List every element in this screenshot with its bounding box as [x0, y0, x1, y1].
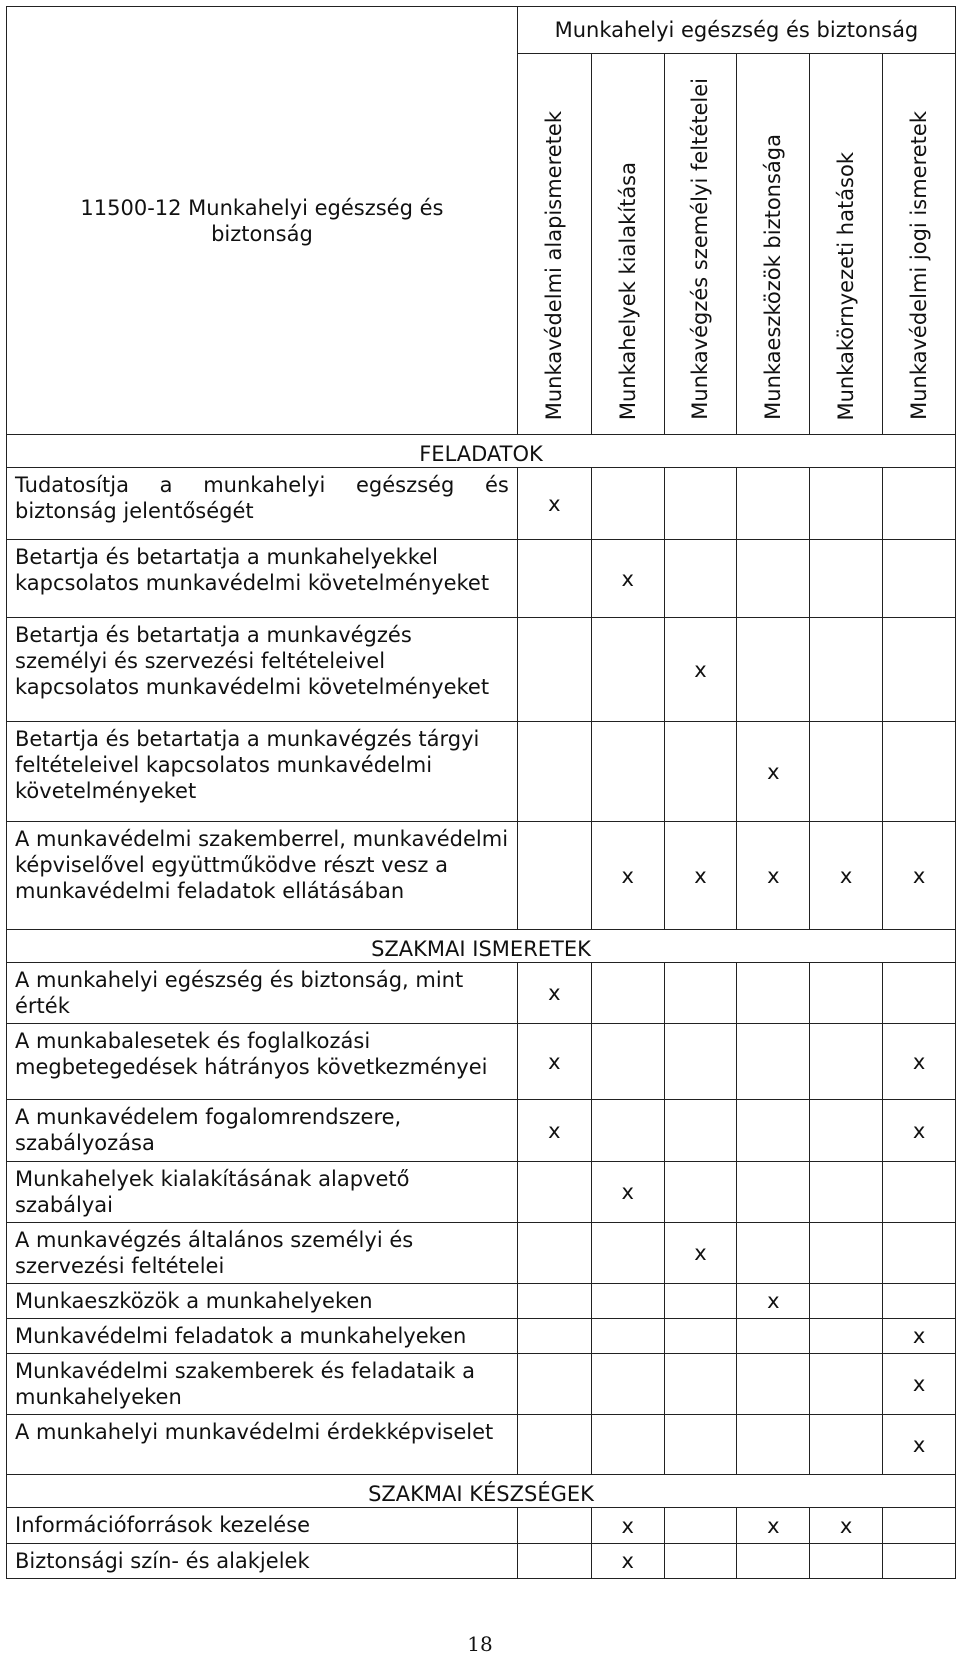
mark-cell [664, 1100, 737, 1162]
table-row [7, 1162, 956, 1223]
mark-cell [517, 540, 591, 618]
mark-cell: x [591, 1544, 664, 1579]
section-header-row [7, 1475, 956, 1508]
mark-cell [810, 468, 883, 540]
column-header-label: Munkavégzés személyi feltételei [688, 78, 713, 420]
column-header-label: Munkakörnyezeti hatások [834, 151, 859, 420]
table-row [7, 1544, 956, 1579]
mark-cell [664, 540, 737, 618]
mark-cell: x [883, 1319, 956, 1354]
mark-cell: x [883, 822, 956, 930]
mark-cell: x [664, 618, 737, 722]
mark-cell [664, 1354, 737, 1415]
mark-cell [591, 1100, 664, 1162]
mark-cell [517, 822, 591, 930]
section-title: SZAKMAI ISMERETEK [7, 930, 956, 963]
column-header-label: Munkavédelmi jogi ismeretek [907, 111, 932, 420]
column-header [883, 54, 956, 435]
mark-cell [664, 1319, 737, 1354]
column-header [517, 54, 591, 435]
row-label: Munkaeszközök a munkahelyeken [7, 1284, 518, 1319]
row-label: Betartja és betartatja a munkahelyekkel kapcsolatos munkavédelmi követelményeket [7, 540, 518, 618]
mark-cell [591, 963, 664, 1024]
mark-cell [883, 1162, 956, 1223]
header-row-group [7, 7, 956, 54]
mark-cell [883, 1284, 956, 1319]
row-label: A munkabalesetek és foglalkozási megbetegedések hátrányos következményei [7, 1024, 518, 1100]
mark-cell [591, 1223, 664, 1284]
mark-cell [883, 1223, 956, 1284]
row-label: A munkahelyi egészség és biztonság, mint érték [7, 963, 518, 1024]
mark-cell: x [517, 1024, 591, 1100]
section-title: SZAKMAI KÉSZSÉGEK [7, 1475, 956, 1508]
column-header [591, 54, 664, 435]
mark-cell [737, 1544, 810, 1579]
mark-cell: x [810, 822, 883, 930]
mark-cell: x [517, 468, 591, 540]
mark-cell [810, 963, 883, 1024]
mark-cell [810, 1024, 883, 1100]
mark-cell: x [591, 540, 664, 618]
mark-cell [810, 1354, 883, 1415]
row-label: Munkavédelmi szakemberek és feladataik a munkahelyeken [7, 1354, 518, 1415]
mark-cell [810, 1415, 883, 1475]
row-label: Biztonsági szín- és alakjelek [7, 1544, 518, 1579]
mark-cell [810, 1319, 883, 1354]
table-row [7, 468, 956, 540]
mark-cell: x [883, 1415, 956, 1475]
row-label: A munkahelyi munkavédelmi érdekképviselet [7, 1415, 518, 1475]
mark-cell [591, 722, 664, 822]
mark-cell [810, 1544, 883, 1579]
row-label: A munkavégzés általános személyi és szervezési feltételei [7, 1223, 518, 1284]
mark-cell [591, 1354, 664, 1415]
mark-cell [737, 1162, 810, 1223]
mark-cell [591, 468, 664, 540]
mark-cell [883, 963, 956, 1024]
mark-cell [664, 1508, 737, 1544]
mark-cell [810, 1162, 883, 1223]
row-label: A munkavédelem fogalomrendszere, szabályozása [7, 1100, 518, 1162]
mark-cell [883, 540, 956, 618]
mark-cell [517, 1319, 591, 1354]
table-row [7, 1100, 956, 1162]
mark-cell [737, 468, 810, 540]
mark-cell [810, 1284, 883, 1319]
mark-cell: x [664, 822, 737, 930]
row-label: Információforrások kezelése [7, 1508, 518, 1544]
column-header [737, 54, 810, 435]
mark-cell: x [810, 1508, 883, 1544]
mark-cell [883, 1508, 956, 1544]
mark-cell: x [737, 822, 810, 930]
mark-cell [664, 963, 737, 1024]
mark-cell [517, 1354, 591, 1415]
module-title: 11500-12 Munkahelyi egészség és biztonság [7, 7, 518, 435]
mark-cell [810, 722, 883, 822]
mark-cell: x [737, 1508, 810, 1544]
mark-cell [737, 618, 810, 722]
column-header [810, 54, 883, 435]
table-row [7, 722, 956, 822]
mark-cell [883, 722, 956, 822]
mark-cell [737, 963, 810, 1024]
mark-cell [591, 1024, 664, 1100]
mark-cell: x [737, 1284, 810, 1319]
mark-cell: x [591, 822, 664, 930]
mark-cell: x [883, 1100, 956, 1162]
table-row [7, 1415, 956, 1475]
column-header-label: Munkaeszközök biztonsága [761, 134, 786, 420]
mark-cell [591, 618, 664, 722]
mark-cell [737, 1415, 810, 1475]
section-header-row [7, 930, 956, 963]
row-label: Betartja és betartatja a munkavégzés tárgyi feltételeivel kapcsolatos munkavédelmi követelményeket [7, 722, 518, 822]
mark-cell [517, 1162, 591, 1223]
section-title: FELADATOK [7, 435, 956, 468]
mark-cell [517, 1223, 591, 1284]
mark-cell [664, 722, 737, 822]
table-row [7, 822, 956, 930]
mark-cell: x [664, 1223, 737, 1284]
mark-cell: x [517, 963, 591, 1024]
table-row [7, 618, 956, 722]
mark-cell [664, 1415, 737, 1475]
row-label: Munkavédelmi feladatok a munkahelyeken [7, 1319, 518, 1354]
table-row [7, 1223, 956, 1284]
section-header-row [7, 435, 956, 468]
mark-cell [883, 468, 956, 540]
row-label: Tudatosítja a munkahelyi egészség és biztonság jelentőségét [7, 468, 518, 540]
row-label: A munkavédelmi szakemberrel, munkavédelmi képviselővel együttműködve részt vesz a munkavédelmi feladatok ellátásában [7, 822, 518, 930]
mark-cell [810, 618, 883, 722]
mark-cell: x [591, 1508, 664, 1544]
mark-cell [883, 1544, 956, 1579]
mark-cell [517, 1544, 591, 1579]
mark-cell [737, 1024, 810, 1100]
row-label: Betartja és betartatja a munkavégzés személyi és szervezési feltételeivel kapcsolatos munkavédelmi követelményeket [7, 618, 518, 722]
mark-cell [664, 468, 737, 540]
mark-cell [737, 540, 810, 618]
mark-cell [737, 1100, 810, 1162]
competency-matrix-table [6, 6, 956, 1579]
mark-cell [810, 1223, 883, 1284]
mark-cell [664, 1024, 737, 1100]
column-header [664, 54, 737, 435]
mark-cell [883, 618, 956, 722]
mark-cell: x [883, 1024, 956, 1100]
mark-cell [664, 1162, 737, 1223]
table-row [7, 540, 956, 618]
table-row [7, 1508, 956, 1544]
mark-cell [810, 540, 883, 618]
row-label: Munkahelyek kialakításának alapvető szabályai [7, 1162, 518, 1223]
mark-cell [737, 1223, 810, 1284]
mark-cell: x [517, 1100, 591, 1162]
mark-cell [517, 618, 591, 722]
mark-cell [591, 1415, 664, 1475]
table-row [7, 1354, 956, 1415]
table-row [7, 963, 956, 1024]
column-header-label: Munkahelyek kialakítása [615, 161, 640, 420]
group-header: Munkahelyi egészség és biztonság [517, 7, 955, 54]
page-number: 18 [467, 1632, 493, 1656]
column-header-label: Munkavédelmi alapismeretek [542, 110, 567, 420]
mark-cell [737, 1319, 810, 1354]
table-row [7, 1319, 956, 1354]
mark-cell [737, 1354, 810, 1415]
table-row [7, 1284, 956, 1319]
table-row [7, 1024, 956, 1100]
mark-cell: x [883, 1354, 956, 1415]
mark-cell [664, 1544, 737, 1579]
mark-cell: x [591, 1162, 664, 1223]
mark-cell [517, 1284, 591, 1319]
mark-cell [517, 1508, 591, 1544]
mark-cell [664, 1284, 737, 1319]
mark-cell [517, 1415, 591, 1475]
mark-cell [517, 722, 591, 822]
mark-cell: x [737, 722, 810, 822]
mark-cell [810, 1100, 883, 1162]
mark-cell [591, 1284, 664, 1319]
mark-cell [591, 1319, 664, 1354]
